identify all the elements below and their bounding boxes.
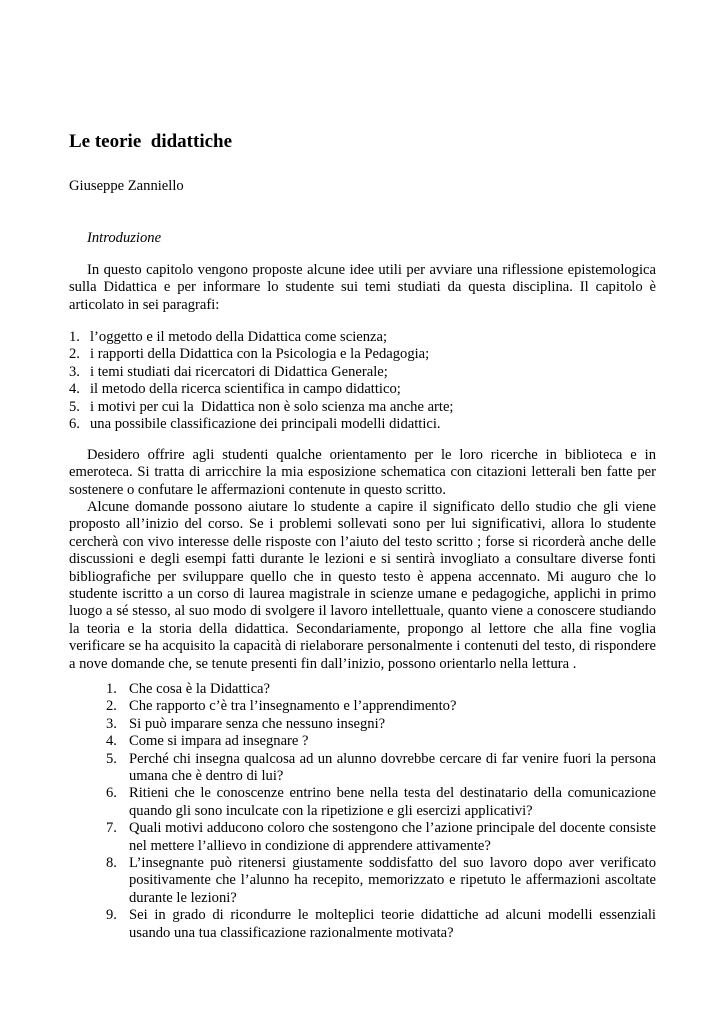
topics-list xyxy=(69,329,656,433)
question-item xyxy=(106,716,656,733)
list-item-number: 2. xyxy=(69,346,80,363)
question-text: Si può imparare senza che nessuno insegni? xyxy=(129,715,386,732)
list-item-text: i temi studiati dai ricercatori di Didattica Generale; xyxy=(90,363,388,380)
list-item-number: 1. xyxy=(69,329,80,345)
question-number: 2. xyxy=(106,698,117,715)
question-text: Perché chi insegna qualcosa ad un alunno dovrebbe cercare di far venire fuori la persona umana che è dentro di lui? xyxy=(129,750,656,785)
list-item-number: 3. xyxy=(69,363,80,380)
list-item xyxy=(69,399,656,416)
list-item xyxy=(69,329,656,346)
question-item xyxy=(106,698,656,715)
question-number: 5. xyxy=(106,750,117,767)
question-number: 8. xyxy=(106,855,117,872)
question-item xyxy=(106,907,656,942)
list-item-number: 6. xyxy=(69,416,80,433)
question-text: Sei in grado di ricondurre le molteplici teorie didattiche ad alcuni modelli essenziali usando una tua classificazione razionalmente motivata? xyxy=(129,907,656,941)
list-item-text: una possibile classificazione dei principali modelli didattici. xyxy=(90,416,441,433)
desidero-paragraph: Desidero offrire agli studenti qualche orientamento per le loro ricerche in biblioteca e in emeroteca. Si tratta di arricchire la mia esposizione schematica con citazioni letterali ben fatte per sostenere o confutare le affermazioni contenute in questo scritto. xyxy=(69,447,656,498)
document-title: Le teorie didattiche xyxy=(69,131,233,152)
question-number: 9. xyxy=(106,907,117,924)
question-item xyxy=(106,785,656,820)
question-text: Che rapporto c’è tra l’insegnamento e l’apprendimento? xyxy=(129,698,457,715)
question-number: 7. xyxy=(106,820,117,837)
list-item-text: i rapporti della Didattica con la Psicologia e la Pedagogia; xyxy=(90,346,430,363)
list-item-number: 5. xyxy=(69,398,80,415)
list-item xyxy=(69,381,656,398)
question-text: Che cosa è la Didattica? xyxy=(129,681,271,697)
list-item xyxy=(69,416,656,433)
question-number: 6. xyxy=(106,785,117,802)
author-name: Giuseppe Zanniello xyxy=(69,178,184,194)
section-heading-introduzione: Introduzione xyxy=(87,230,162,246)
questions-list xyxy=(106,681,656,942)
question-item xyxy=(106,751,656,786)
question-text: Ritieni che le conoscenze entrino bene nella testa del destinatario della comunicazione quando gli sono inculcate con la ripetizione e gli esercizi applicativi? xyxy=(129,785,656,819)
list-item-text: i motivi per cui la Didattica non è solo scienza ma anche arte; xyxy=(90,398,454,415)
alcune-domande-paragraph: Alcune domande possono aiutare lo studente a capire il significato dello studio che gli viene proposto all’inizio del corso. Se i problemi sollevati sono per lui significativi, allora lo studente cercherà con vivo interesse delle risposte con l’aiuto del testo scritto ; forse si ricorderà anche delle discussioni e degli esempi fatti durante le lezioni e si sentirà invogliato a consultare diverse fonti bibliografiche per sviluppare quello che in questo testo è appena accennato. Mi auguro che lo studente iscritto a un corso di laurea magistrale in scienze umane e pedagogiche, applichi in primo luogo a sé stesso, al suo modo di svolgere il lavoro intellettuale, quanto viene a conoscere studiando la teoria e la storia della didattica. Secondariamente, propongo al lettore che alla fine voglia verificare se ha acquisito la capacità di rielaborare personalmente i contenuti del testo, di rispondere a nove domande che, se tenute presenti fin dall’inizio, possono orientarlo nella lettura . xyxy=(69,499,656,672)
question-item xyxy=(106,733,656,750)
question-number: 1. xyxy=(106,681,117,697)
question-text: Come si impara ad insegnare ? xyxy=(129,733,309,750)
question-text: L’insegnante può ritenersi giustamente soddisfatto del suo lavoro dopo aver verificato positivamente che l’alunno ha recepito, memorizzato e ripetuto le affermazioni ascoltate durante le lezioni? xyxy=(129,855,656,906)
question-text: Quali motivi adducono coloro che sostengono che l’azione principale del docente consiste nel mettere l’allievo in condizione di apprendere attivamente? xyxy=(129,820,656,854)
question-number: 4. xyxy=(106,733,117,750)
question-item xyxy=(106,820,656,855)
list-item-text: l’oggetto e il metodo della Didattica come scienza; xyxy=(90,329,388,345)
question-item xyxy=(106,681,656,698)
question-item xyxy=(106,855,656,907)
list-item-number: 4. xyxy=(69,381,80,398)
intro-paragraph: In questo capitolo vengono proposte alcune idee utili per avviare una riflessione epistemologica sulla Didattica e per informare lo studente sui temi studiati da questa disciplina. Il capitolo è articolato in sei paragrafi: xyxy=(69,262,656,313)
question-number: 3. xyxy=(106,715,117,732)
list-item xyxy=(69,364,656,381)
list-item-text: il metodo della ricerca scientifica in campo didattico; xyxy=(90,381,401,398)
list-item xyxy=(69,346,656,363)
